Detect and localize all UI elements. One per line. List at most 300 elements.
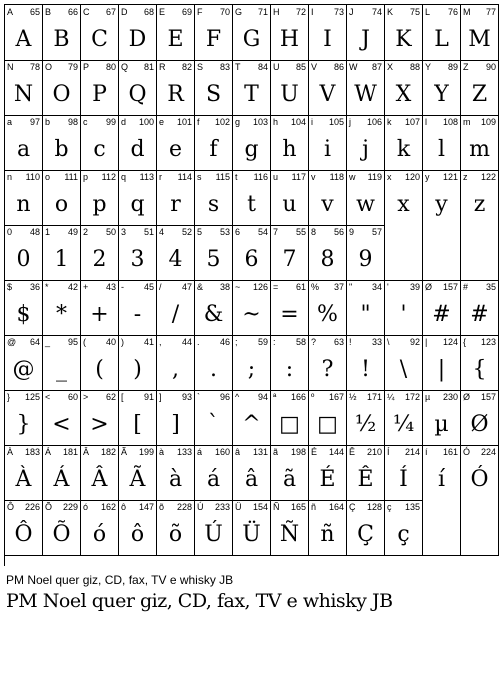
glyph-code: 58 <box>295 337 306 347</box>
glyph-char-label: Õ <box>45 502 53 512</box>
glyph-code-label <box>197 227 230 238</box>
glyph-row <box>5 335 499 390</box>
glyph-cell <box>309 225 347 281</box>
glyph-char-label: f <box>197 117 200 127</box>
glyph-sample: ( <box>95 357 104 382</box>
glyph-sample: ^ <box>242 412 261 437</box>
glyph-sample: p <box>92 192 107 217</box>
glyph-char-label: ¼ <box>387 392 395 402</box>
glyph-cell <box>195 280 233 336</box>
glyph-sample: = <box>280 302 299 327</box>
glyph-char-label: + <box>83 282 89 292</box>
glyph-char-label: C <box>83 7 90 17</box>
glyph-code-label <box>7 62 40 73</box>
glyph-code-label <box>45 502 78 513</box>
glyph-code-label <box>387 447 420 458</box>
glyph-cell <box>233 170 271 226</box>
glyph-row <box>5 390 499 445</box>
glyph-sample: f <box>209 137 218 162</box>
glyph-cell <box>385 115 423 171</box>
glyph-cell <box>233 390 271 446</box>
glyph-sample: í <box>437 467 446 492</box>
glyph-code: 181 <box>62 447 78 457</box>
glyph-char-label: Ø <box>425 282 433 292</box>
glyph-sample: w <box>356 192 375 217</box>
glyph-sample: 5 <box>206 247 221 272</box>
glyph-code: 60 <box>67 392 78 402</box>
glyph-cell <box>347 390 385 446</box>
glyph-char-label: 2 <box>83 227 89 237</box>
glyph-code-label <box>197 7 230 18</box>
empty-cell <box>423 225 461 281</box>
glyph-sample: Ü <box>242 522 261 547</box>
glyph-cell <box>157 5 195 61</box>
glyph-code-label <box>235 62 268 73</box>
glyph-sample: 7 <box>282 247 297 272</box>
glyph-char-label: D <box>121 7 128 17</box>
glyph-cell <box>195 5 233 61</box>
glyph-code: 88 <box>409 62 420 72</box>
glyph-char-label: º <box>311 392 315 402</box>
glyph-code-label <box>273 227 306 238</box>
glyph-cell <box>43 60 81 116</box>
glyph-cell <box>423 115 461 171</box>
glyph-char-label: Ç <box>349 502 356 512</box>
glyph-char-label: $ <box>7 282 13 292</box>
glyph-cell <box>81 280 119 336</box>
glyph-cell <box>119 500 157 556</box>
glyph-cell <box>385 60 423 116</box>
glyph-sample: ó <box>92 522 107 547</box>
glyph-cell <box>5 280 43 336</box>
glyph-code: 135 <box>404 502 420 512</box>
glyph-sample: Ó <box>470 467 489 492</box>
glyph-cell <box>423 390 461 446</box>
glyph-code-label <box>311 502 344 513</box>
glyph-row <box>5 5 499 60</box>
glyph-sample: Â <box>91 467 108 492</box>
glyph-code-label <box>83 227 116 238</box>
glyph-char-label: < <box>45 392 51 402</box>
glyph-cell <box>385 280 423 336</box>
glyph-cell <box>5 500 43 556</box>
glyph-char-label: 5 <box>197 227 203 237</box>
glyph-code-label <box>197 447 230 458</box>
glyph-code-label <box>387 392 420 403</box>
glyph-code-label <box>311 392 344 403</box>
glyph-cell <box>5 445 43 501</box>
glyph-code-label <box>387 62 420 73</box>
glyph-sample: M <box>468 27 491 52</box>
glyph-code: 125 <box>24 392 40 402</box>
glyph-char-label: T <box>235 62 241 72</box>
glyph-sample: \ <box>399 357 408 382</box>
empty-cell <box>461 225 499 281</box>
glyph-cell <box>119 390 157 446</box>
glyph-code: 96 <box>219 392 230 402</box>
glyph-sample: É <box>319 467 336 492</box>
glyph-code: 43 <box>105 282 116 292</box>
glyph-code-label <box>197 502 230 513</box>
glyph-code: 70 <box>219 7 230 17</box>
glyph-sample: @ <box>12 357 35 382</box>
glyph-code: 121 <box>442 172 458 182</box>
glyph-code: 126 <box>252 282 268 292</box>
glyph-code-label <box>235 7 268 18</box>
glyph-char-label: Ê <box>349 447 356 457</box>
glyph-char-label: k <box>387 117 392 127</box>
glyph-cell <box>309 115 347 171</box>
glyph-code: 116 <box>253 172 268 182</box>
glyph-code-label <box>425 392 458 403</box>
glyph-code-label <box>83 502 116 513</box>
glyph-char-label: ½ <box>349 392 357 402</box>
glyph-sample: X <box>395 82 412 107</box>
glyph-cell <box>347 280 385 336</box>
glyph-sample: , <box>172 357 179 382</box>
glyph-char-label: Á <box>45 447 52 457</box>
glyph-code-label <box>159 62 192 73</box>
glyph-code-label <box>273 282 306 293</box>
glyph-cell <box>423 335 461 391</box>
glyph-code-label <box>425 117 458 128</box>
glyph-code: 34 <box>371 282 382 292</box>
glyph-sample: I <box>323 27 332 52</box>
glyph-sample: O <box>52 82 71 107</box>
glyph-code: 98 <box>67 117 78 127</box>
glyph-sample: A <box>15 27 32 52</box>
glyph-row <box>5 225 499 280</box>
glyph-cell <box>5 390 43 446</box>
glyph-code-label <box>235 172 268 183</box>
glyph-sample: G <box>242 27 261 52</box>
glyph-sample: 9 <box>358 247 373 272</box>
glyph-cell <box>423 445 461 501</box>
glyph-char-label: [ <box>121 392 124 402</box>
glyph-sample: ô <box>130 522 145 547</box>
glyph-char-label: { <box>463 337 467 347</box>
glyph-sample: µ <box>434 412 449 437</box>
glyph-char-label: c <box>83 117 88 127</box>
glyph-code: 78 <box>29 62 40 72</box>
glyph-cell <box>347 60 385 116</box>
glyph-code: 144 <box>328 447 344 457</box>
glyph-char-label: u <box>273 172 279 182</box>
glyph-char-label: e <box>159 117 165 127</box>
glyph-cell <box>461 5 499 61</box>
glyph-sample: L <box>434 27 449 52</box>
glyph-cell <box>119 5 157 61</box>
glyph-code-label <box>311 447 344 458</box>
glyph-code: 62 <box>105 392 116 402</box>
glyph-char-label: > <box>83 392 89 402</box>
glyph-char-label: G <box>235 7 243 17</box>
glyph-code: 40 <box>105 337 116 347</box>
glyph-code-label <box>45 337 78 348</box>
glyph-row <box>5 445 499 500</box>
glyph-code-label <box>121 392 154 403</box>
glyph-char-label: À <box>7 447 14 457</box>
glyph-cell <box>43 225 81 281</box>
glyph-cell <box>5 335 43 391</box>
glyph-cell <box>233 500 271 556</box>
glyph-code: 165 <box>290 502 306 512</box>
glyph-code: 162 <box>100 502 116 512</box>
glyph-code-label <box>7 117 40 128</box>
glyph-code: 100 <box>138 117 154 127</box>
glyph-code: 161 <box>442 447 458 457</box>
glyph-cell <box>5 170 43 226</box>
glyph-code: 147 <box>138 502 154 512</box>
glyph-cell <box>271 335 309 391</box>
glyph-cell <box>461 390 499 446</box>
glyph-code-label <box>45 282 78 293</box>
glyph-code: 226 <box>24 502 40 512</box>
glyph-sample: r <box>170 192 181 217</box>
glyph-char-label: á <box>197 447 203 457</box>
glyph-code: 111 <box>64 172 78 182</box>
glyph-cell <box>233 445 271 501</box>
glyph-cell <box>195 500 233 556</box>
glyph-cell <box>157 390 195 446</box>
glyph-cell <box>271 445 309 501</box>
glyph-sample: ñ <box>320 522 335 547</box>
glyph-sample: Y <box>434 82 449 107</box>
glyph-code-label <box>463 172 496 183</box>
glyph-code: 120 <box>404 172 420 182</box>
glyph-char-label: Ô <box>7 502 15 512</box>
glyph-code-label <box>7 227 40 238</box>
glyph-cell <box>195 115 233 171</box>
glyph-sample: > <box>90 412 109 437</box>
glyph-code: 55 <box>295 227 306 237</box>
glyph-sample: : <box>285 357 294 382</box>
glyph-code-label <box>7 337 40 348</box>
glyph-code: 64 <box>29 337 40 347</box>
glyph-code-label <box>387 282 420 293</box>
glyph-code: 56 <box>333 227 344 237</box>
glyph-cell <box>385 500 423 556</box>
glyph-char-label: j <box>349 117 351 127</box>
glyph-sample: y <box>435 192 448 217</box>
glyph-code-label <box>159 282 192 293</box>
glyph-cell <box>385 445 423 501</box>
glyph-sample: □ <box>279 412 300 437</box>
glyph-char-label: ó <box>83 502 89 512</box>
glyph-char-label: W <box>349 62 358 72</box>
glyph-sample: H <box>279 27 300 52</box>
glyph-cell <box>309 280 347 336</box>
glyph-cell <box>385 170 423 226</box>
glyph-char-label: ! <box>349 337 352 347</box>
glyph-code: 114 <box>177 172 192 182</box>
glyph-cell <box>81 5 119 61</box>
glyph-code: 93 <box>181 392 192 402</box>
glyph-char-label: ) <box>121 337 124 347</box>
glyph-code-label <box>311 7 344 18</box>
glyph-code: 229 <box>62 502 78 512</box>
glyph-cell <box>233 5 271 61</box>
glyph-char-label: L <box>425 7 431 17</box>
glyph-sample: E <box>167 27 184 52</box>
glyph-code-label <box>349 227 382 238</box>
glyph-sample: Õ <box>52 522 71 547</box>
glyph-code-label <box>349 62 382 73</box>
glyph-code: 90 <box>485 62 496 72</box>
glyph-sample: 6 <box>244 247 259 272</box>
glyph-cell <box>461 170 499 226</box>
glyph-code-label <box>235 227 268 238</box>
glyph-code-label <box>159 227 192 238</box>
glyph-sample: 0 <box>16 247 31 272</box>
glyph-code-label <box>273 447 306 458</box>
glyph-cell <box>119 280 157 336</box>
glyph-code: 198 <box>290 447 306 457</box>
glyph-cell <box>233 60 271 116</box>
glyph-code-label <box>387 7 420 18</box>
glyph-code: 38 <box>219 282 230 292</box>
glyph-code: 35 <box>485 282 496 292</box>
glyph-code: 82 <box>181 62 192 72</box>
glyph-sample: x <box>397 192 410 217</box>
glyph-char-label: B <box>45 7 52 17</box>
glyph-code: 48 <box>29 227 40 237</box>
glyph-code-label <box>7 392 40 403</box>
glyph-code-label <box>197 392 230 403</box>
glyph-char-label: * <box>45 282 49 292</box>
glyph-char-label: É <box>311 447 318 457</box>
glyph-cell <box>5 115 43 171</box>
glyph-code: 119 <box>367 172 382 182</box>
glyph-code: 118 <box>329 172 344 182</box>
glyph-row <box>5 280 499 335</box>
glyph-code: 113 <box>139 172 154 182</box>
glyph-code-label <box>45 7 78 18</box>
glyph-code-label <box>273 117 306 128</box>
glyph-char-label: | <box>425 337 428 347</box>
glyph-code-label <box>235 282 268 293</box>
glyph-code-label <box>463 447 496 458</box>
glyph-code: 69 <box>181 7 192 17</box>
glyph-cell <box>385 390 423 446</box>
glyph-char-label: J <box>349 7 354 17</box>
glyph-sample: _ <box>56 357 67 382</box>
glyph-code-label <box>121 282 154 293</box>
glyph-code-label <box>197 62 230 73</box>
glyph-code-label <box>349 447 382 458</box>
glyph-code: 47 <box>181 282 192 292</box>
glyph-code: 230 <box>442 392 458 402</box>
glyph-sample: J <box>361 27 370 52</box>
glyph-char-label: K <box>387 7 394 17</box>
glyph-sample: ¼ <box>392 412 415 437</box>
glyph-code-label <box>83 392 116 403</box>
glyph-char-label: â <box>235 447 241 457</box>
glyph-code: 97 <box>29 117 40 127</box>
glyph-char-label: # <box>463 282 469 292</box>
glyph-char-label: ` <box>197 392 200 402</box>
glyph-code: 73 <box>333 7 344 17</box>
glyph-code-label <box>235 392 268 403</box>
glyph-cell <box>157 225 195 281</box>
glyph-cell <box>157 115 195 171</box>
glyph-sample: À <box>15 467 32 492</box>
glyph-code: 154 <box>252 502 268 512</box>
glyph-code-label <box>159 172 192 183</box>
glyph-char-label: 9 <box>349 227 355 237</box>
glyph-code: 76 <box>447 7 458 17</box>
glyph-code: 53 <box>219 227 230 237</box>
glyph-cell <box>119 115 157 171</box>
glyph-cell <box>461 60 499 116</box>
glyph-char-label: ( <box>83 337 86 347</box>
glyph-code: 72 <box>295 7 306 17</box>
glyph-char-label: v <box>311 172 316 182</box>
glyph-sample: Ã <box>129 467 146 492</box>
glyph-char-label: h <box>273 117 279 127</box>
glyph-sample: F <box>205 27 222 52</box>
glyph-code-label <box>273 337 306 348</box>
glyph-sample: C <box>91 27 108 52</box>
glyph-cell <box>195 60 233 116</box>
glyph-char-label: o <box>45 172 51 182</box>
glyph-code: 66 <box>67 7 78 17</box>
glyph-cell <box>157 280 195 336</box>
glyph-cell <box>43 500 81 556</box>
glyph-sample: ` <box>208 412 219 437</box>
glyph-sample: Ñ <box>279 522 300 547</box>
glyph-char-label: , <box>159 337 162 347</box>
glyph-code: 80 <box>105 62 116 72</box>
glyph-sample: < <box>52 412 71 437</box>
glyph-sample: h <box>282 137 297 162</box>
glyph-sample: R <box>167 82 184 107</box>
glyph-char-label: 1 <box>45 227 51 237</box>
glyph-char-label: ª <box>273 392 277 402</box>
glyph-sample: s <box>207 192 220 217</box>
glyph-code-label <box>159 447 192 458</box>
glyph-cell <box>157 60 195 116</box>
glyph-cell <box>195 445 233 501</box>
glyph-char-label: Z <box>463 62 469 72</box>
glyph-sample: ] <box>171 412 180 437</box>
glyph-char-label: % <box>311 282 320 292</box>
glyph-char-label: n <box>7 172 13 182</box>
glyph-char-label: Ó <box>463 447 471 457</box>
glyph-code: 210 <box>366 447 382 457</box>
glyph-cell <box>347 5 385 61</box>
glyph-cell <box>347 500 385 556</box>
glyph-code: 63 <box>333 337 344 347</box>
glyph-cell <box>157 500 195 556</box>
glyph-sample: c <box>93 137 106 162</box>
glyph-code: 103 <box>252 117 268 127</box>
glyph-cell <box>119 445 157 501</box>
glyph-sample: õ <box>168 522 183 547</box>
glyph-char-label: / <box>159 282 162 292</box>
glyph-code-label <box>311 62 344 73</box>
glyph-char-label: a <box>7 117 13 127</box>
glyph-sample: 1 <box>54 247 69 272</box>
glyph-cell <box>347 115 385 171</box>
glyph-cell <box>461 335 499 391</box>
glyph-cell <box>271 225 309 281</box>
glyph-char-label: s <box>197 172 202 182</box>
glyph-sample: n <box>16 192 31 217</box>
glyph-cell <box>233 335 271 391</box>
glyph-cell <box>157 170 195 226</box>
glyph-char-label: 3 <box>121 227 127 237</box>
